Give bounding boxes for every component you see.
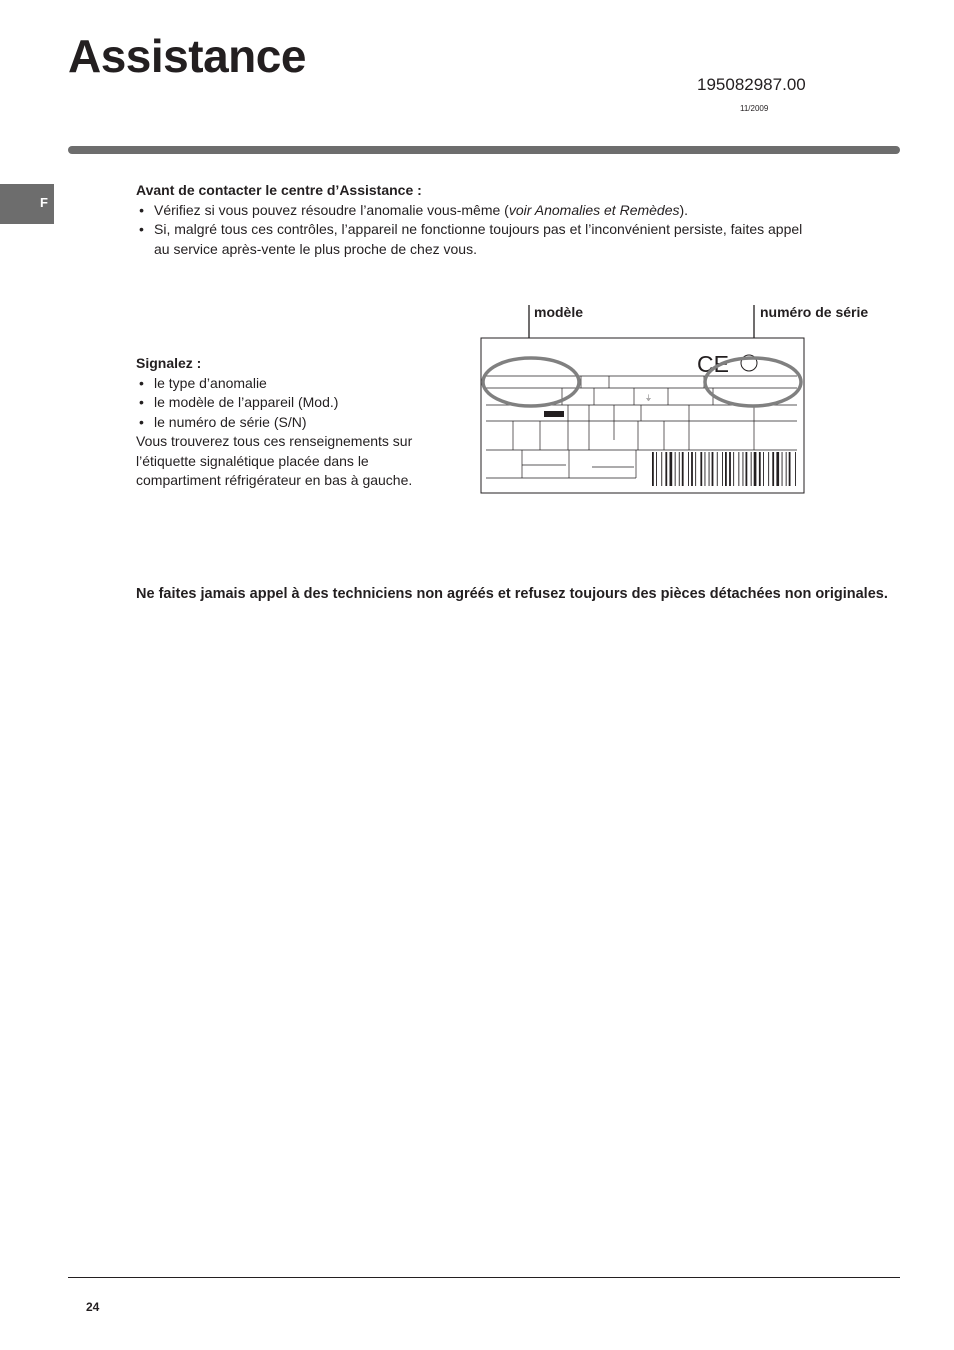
ce-mark: CE: [697, 351, 729, 377]
report-item: le numéro de série (S/N): [154, 413, 307, 430]
bullet: •: [139, 394, 144, 410]
serial-callout-label: numéro de série: [760, 304, 869, 320]
document-date: 11/2009: [740, 104, 769, 113]
report-note-line: compartiment réfrigérateur en bas à gauche.: [136, 472, 413, 488]
freezer-star-icon: [544, 411, 564, 417]
footer-divider: [68, 1277, 900, 1278]
report-note-line: Vous trouverez tous ces renseignements sur: [136, 433, 413, 449]
report-heading: Signalez :: [136, 355, 202, 371]
warning-text: Ne faites jamais appel à des techniciens non agréés et refusez toujours des pièces détachées non originales.: [136, 586, 888, 602]
before-contact-heading: Avant de contacter le centre d’Assistance :: [136, 182, 422, 198]
item2-text-line2: au service après-vente le plus proche de chez vous.: [154, 240, 477, 257]
bullet: •: [139, 374, 144, 391]
language-tab-label: F: [40, 195, 48, 210]
report-item: le type d’anomalie: [154, 374, 267, 391]
bullet: •: [139, 221, 144, 237]
report-item: le modèle de l’appareil (Mod.): [154, 394, 339, 410]
power-symbol-icon: ⏚: [645, 394, 652, 402]
document-number: 195082987.00: [697, 75, 806, 94]
item1-reference: voir Anomalies et Remèdes: [508, 201, 680, 218]
bullet: •: [139, 201, 144, 218]
page-title: Assistance: [68, 30, 306, 82]
report-note-line: l’étiquette signalétique placée dans le: [136, 452, 369, 469]
page-number: 24: [86, 1300, 100, 1314]
bullet: •: [139, 413, 144, 430]
item2-text-line1: Si, malgré tous ces contrôles, l’appareil ne fonctionne toujours pas et l’inconvénient persiste, faites appel: [154, 221, 803, 237]
item1-text: Vérifiez si vous pouvez résoudre l’anomalie vous-même (: [154, 201, 509, 218]
item1-text-end: ).: [679, 201, 689, 218]
model-callout-label: modèle: [534, 304, 584, 320]
